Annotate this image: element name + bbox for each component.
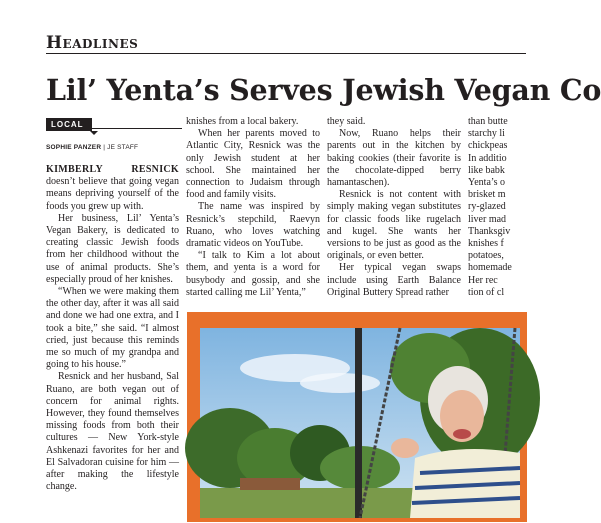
paragraph: When her parents moved to Atlantic City, Resnick was the only Jewish student at her school. She maintained her connection to Judaism through food and family visits. — [186, 128, 320, 201]
column-line: liver mad — [468, 213, 507, 225]
byline-role: | JE STAFF — [101, 144, 139, 151]
column-line: starchy li — [468, 128, 505, 140]
column-line: ry-glazed — [468, 201, 506, 213]
lead-name: KIMBERLY RESNICK — [46, 164, 179, 175]
byline — [46, 144, 138, 151]
article-column-1 — [46, 164, 179, 493]
paragraph-text: doesn’t believe that going vegan means depriving yourself of the foods you grew up with. — [46, 176, 179, 212]
paragraph: “I talk to Kim a lot about them, and yenta is a word for busybody and gossip, and she started calling me Lil’ Yenta,” — [186, 250, 320, 298]
article-headline: Lil’ Yenta’s Serves Jewish Vegan Co — [46, 73, 601, 107]
paragraph: they said. — [327, 116, 366, 127]
article-photo — [200, 328, 520, 518]
column-line: tion of cl — [468, 286, 505, 298]
article-column-4 — [468, 116, 528, 299]
column-line: homemade — [468, 262, 512, 274]
column-line: like babk — [468, 164, 505, 176]
article-column-2 — [186, 116, 320, 299]
swing-photo-illustration — [200, 328, 520, 518]
column-line: chickpeas — [468, 140, 508, 152]
paragraph: Resnick and her husband, Sal Ruano, are both vegan out of concern for animal rights. However, they found themselves missing foods from both their cultures — New York-style Ashkenazi favorites for her and El Salvadoran cuisine for him — after making the lifestyle change. — [46, 371, 179, 493]
column-line: than butte — [468, 116, 508, 127]
column-line: Thanksgiv — [468, 225, 511, 237]
article-column-3 — [327, 116, 461, 299]
column-line: brisket m — [468, 189, 506, 201]
paragraph: knishes from a local bakery. — [186, 116, 299, 127]
paragraph: Resnick is not content with simply making vegan substitutes for classic foods like rugelach and kugel. She wants her versions to be just as good as the originals, or even better. — [327, 189, 461, 262]
section-tag: LOCAL — [46, 118, 92, 131]
paragraph: Her business, Lil’ Yenta’s Vegan Bakery, is dedicated to creating classic Jewish foods from her childhood without the use of animal products. She’s especially proud of her knishes. — [46, 212, 179, 285]
byline-author: SOPHIE PANZER — [46, 144, 102, 151]
paragraph: The name was inspired by Resnick’s stepchild, Raevyn Ruano, who loves watching dramatic videos on YouTube. — [186, 201, 320, 250]
column-line: Her rec — [468, 274, 498, 286]
tag-pointer — [90, 131, 98, 135]
column-line: Yenta’s o — [468, 177, 506, 189]
paragraph: Her typical vegan swaps include using Earth Balance Original Buttery Spread rather — [327, 262, 461, 298]
section-heading: Headlines — [46, 33, 139, 53]
paragraph — [46, 164, 179, 213]
section-divider — [46, 53, 526, 54]
paragraph: Now, Ruano helps their parents out in the kitchen by baking cookies (their favorite is the chocolate-dipped berry hamantaschen). — [327, 128, 461, 189]
column-line: In additio — [468, 152, 507, 164]
paragraph: “When we were making them the other day, after it was all said and done we had one extra, and I took a bite,” she said. “I almost cried, just because this reminds me so much of my grandpa and going to his house.” — [46, 286, 179, 371]
column-line: potatoes, — [468, 250, 504, 262]
column-line: knishes f — [468, 238, 504, 250]
